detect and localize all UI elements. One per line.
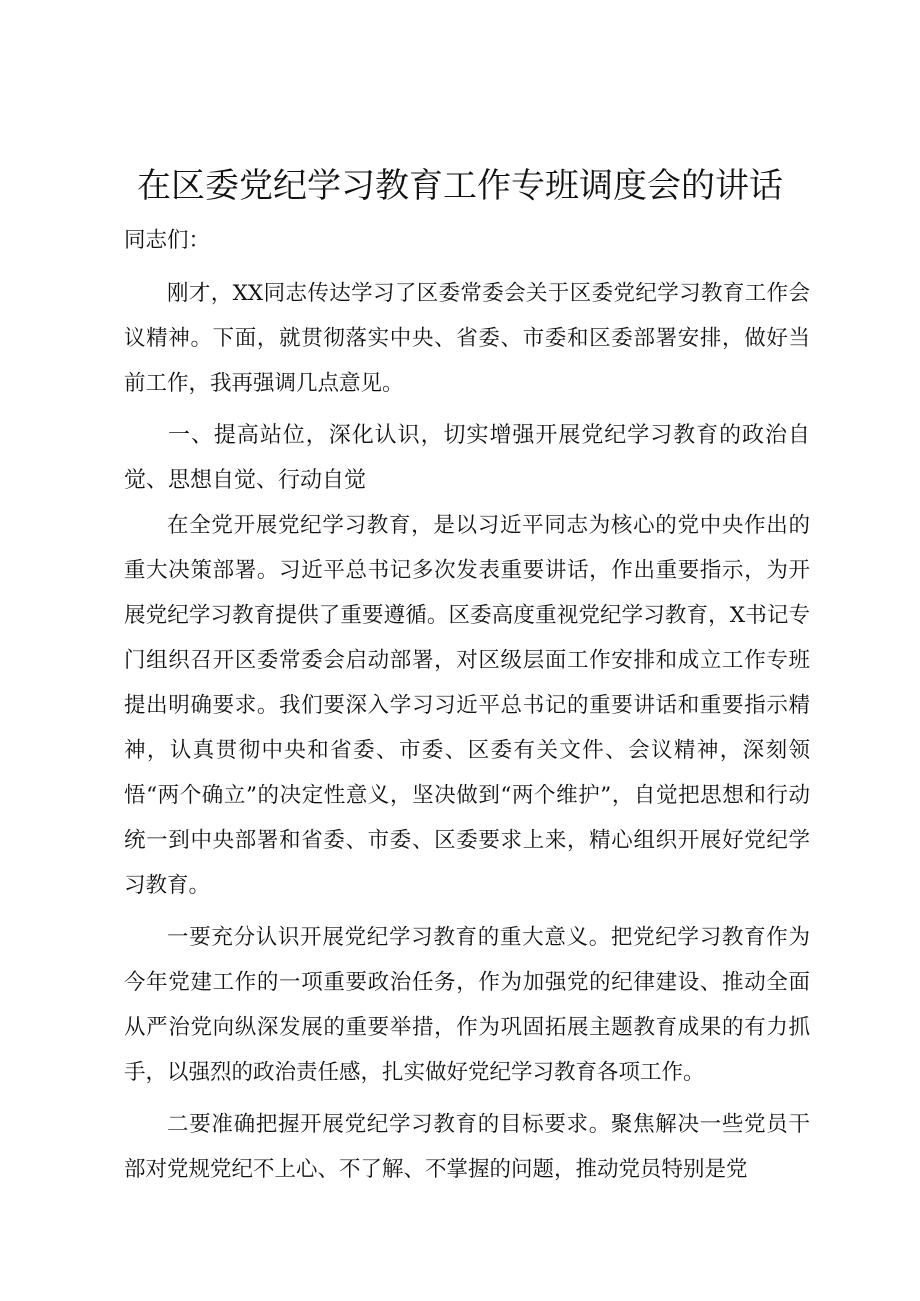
greeting: 同志们： <box>124 228 211 253</box>
document-title: 在区委党纪学习教育工作专班调度会的讲话 <box>137 166 783 206</box>
paragraph-intro: 刚才，XX同志传达学习了区委常委会关于区委党纪学习教育工作会议精神。下面，就贯彻落实中央、省委、市委和区委部署安排，做好当前工作，我再强调几点意见。 <box>124 281 810 396</box>
document-body <box>124 218 810 1192</box>
paragraph-point-2: 二要准确把握开展党纪学习教育的目标要求。聚焦解决一些党员干部对党规党纪不上心、不了解、不掌握的问题，推动党员特别是党 <box>124 1112 810 1182</box>
paragraph-point-1: 一要充分认识开展党纪学习教育的重大意义。把党纪学习教育作为今年党建工作的一项重要政治任务，作为加强党的纪律建设、推动全面从严治党向纵深发展的重要举措，作为巩固拓展主题教育成果的有力抓手，以强烈的政治责任感，扎实做好党纪学习教育各项工作。 <box>124 925 810 1085</box>
paragraph-body: 在全党开展党纪学习教育，是以习近平同志为核心的党中央作出的重大决策部署。习近平总书记多次发表重要讲话，作出重要指示，为开展党纪学习教育提供了重要遵循。区委高度重视党纪学习教育，X书记专门组织召开区委常委会启动部署，对区级层面工作安排和成立工作专班提出明确要求。我们要深入学习习近平总书记的重要讲话和重要指示精神，认真贯彻中央和省委、市委、区委有关文件、会议精神，深刻领悟“两个确立”的决定性意义，坚决做到“两个维护”，自觉把思想和行动统一到中央部署和省委、市委、区委要求上来，精心组织开展好党纪学习教育。 <box>124 513 810 898</box>
section-heading-1: 一、提高站位，深化认识，切实增强开展党纪学习教育的政治自觉、思想自觉、行动自觉 <box>124 423 810 493</box>
